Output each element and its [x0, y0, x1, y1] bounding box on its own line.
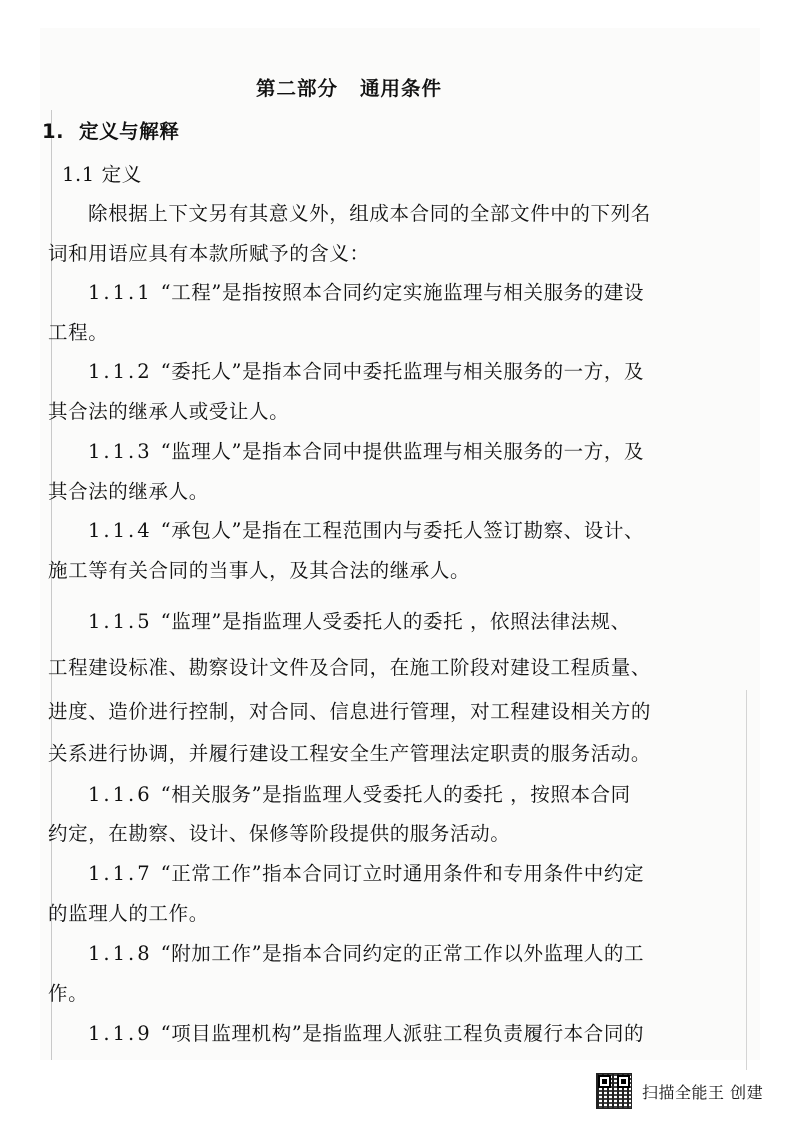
paragraph-line: 施工等有关合同的当事人，及其合法的继承人。 — [48, 559, 471, 582]
scanner-watermark — [596, 1071, 763, 1111]
watermark-text: 扫描全能王 创建 — [642, 1082, 764, 1102]
clause-line: 1.1.2 “委托人”是指本合同中委托监理与相关服务的一方，及 — [88, 360, 645, 383]
qr-code-icon — [596, 1073, 632, 1109]
clause-line: 1.1.9 “项目监理机构”是指监理人派驻工程负责履行本合同的 — [88, 1022, 645, 1045]
paragraph-line: 其合法的继承人或受让人。 — [48, 400, 290, 423]
clause-line: 1.1.3 “监理人”是指本合同中提供监理与相关服务的一方，及 — [88, 440, 645, 463]
paragraph-line: 词和用语应具有本款所赋予的含义： — [48, 242, 370, 265]
clause-line: 1.1.5 “监理”是指监理人受委托人的委托 ，依照法律法规、 — [88, 610, 631, 633]
paragraph-line: 工程。 — [48, 321, 109, 344]
subsection-heading — [62, 163, 142, 187]
section-number: 1. — [42, 120, 65, 143]
clause-number: 1.1.3 — [88, 440, 153, 463]
paragraph-line: 除根据上下文另有其意义外，组成本合同的全部文件中的下列名 — [88, 202, 651, 225]
paragraph-line: 进度、造价进行控制，对合同、信息进行管理，对工程建设相关方的 — [48, 700, 652, 723]
paragraph-line: 其合法的继承人。 — [48, 480, 209, 503]
clause-number: 1.1.1 — [88, 281, 153, 304]
clause-line: 1.1.8 “附加工作”是指本合同约定的正常工作以外监理人的工 — [88, 942, 645, 965]
clause-line: 1.1.1 “工程”是指按照本合同约定实施监理与相关服务的建设 — [88, 281, 645, 304]
section-title: 定义与解释 — [78, 120, 180, 143]
clause-number: 1.1.8 — [88, 942, 153, 965]
paragraph-line: 关系进行协调，并履行建设工程安全生产管理法定职责的服务活动。 — [48, 742, 652, 765]
page-title — [256, 73, 442, 101]
clause-number: 1.1.4 — [88, 519, 153, 542]
clause-number: 1.1.9 — [88, 1022, 153, 1045]
paragraph-line: 约定，在勘察、设计、保修等阶段提供的服务活动。 — [48, 822, 511, 845]
paragraph-line: 的监理人的工作。 — [48, 902, 209, 925]
clause-line: 1.1.7 “正常工作”指本合同订立时通用条件和专用条件中约定 — [88, 862, 645, 885]
clause-number: 1.1.6 — [88, 783, 153, 806]
subsection-title: 定义 — [101, 163, 142, 186]
clause-line: 1.1.4 “承包人”是指在工程范围内与委托人签订勘察、设计、 — [88, 519, 645, 542]
scan-edge-line — [746, 690, 747, 1070]
clause-line: 1.1.6 “相关服务”是指监理人受委托人的委托 ，按照本合同 — [88, 783, 631, 806]
title-part: 第二部分 — [256, 77, 339, 100]
paragraph-line: 作。 — [48, 982, 89, 1005]
section-heading — [42, 120, 179, 144]
subsection-number: 1.1 — [62, 163, 95, 186]
title-name: 通用条件 — [360, 77, 443, 100]
clause-number: 1.1.7 — [88, 862, 153, 885]
clause-number: 1.1.5 — [88, 610, 153, 633]
clause-number: 1.1.2 — [88, 360, 153, 383]
paragraph-line: 工程建设标准、勘察设计文件及合同，在施工阶段对建设工程质量、 — [48, 656, 652, 679]
